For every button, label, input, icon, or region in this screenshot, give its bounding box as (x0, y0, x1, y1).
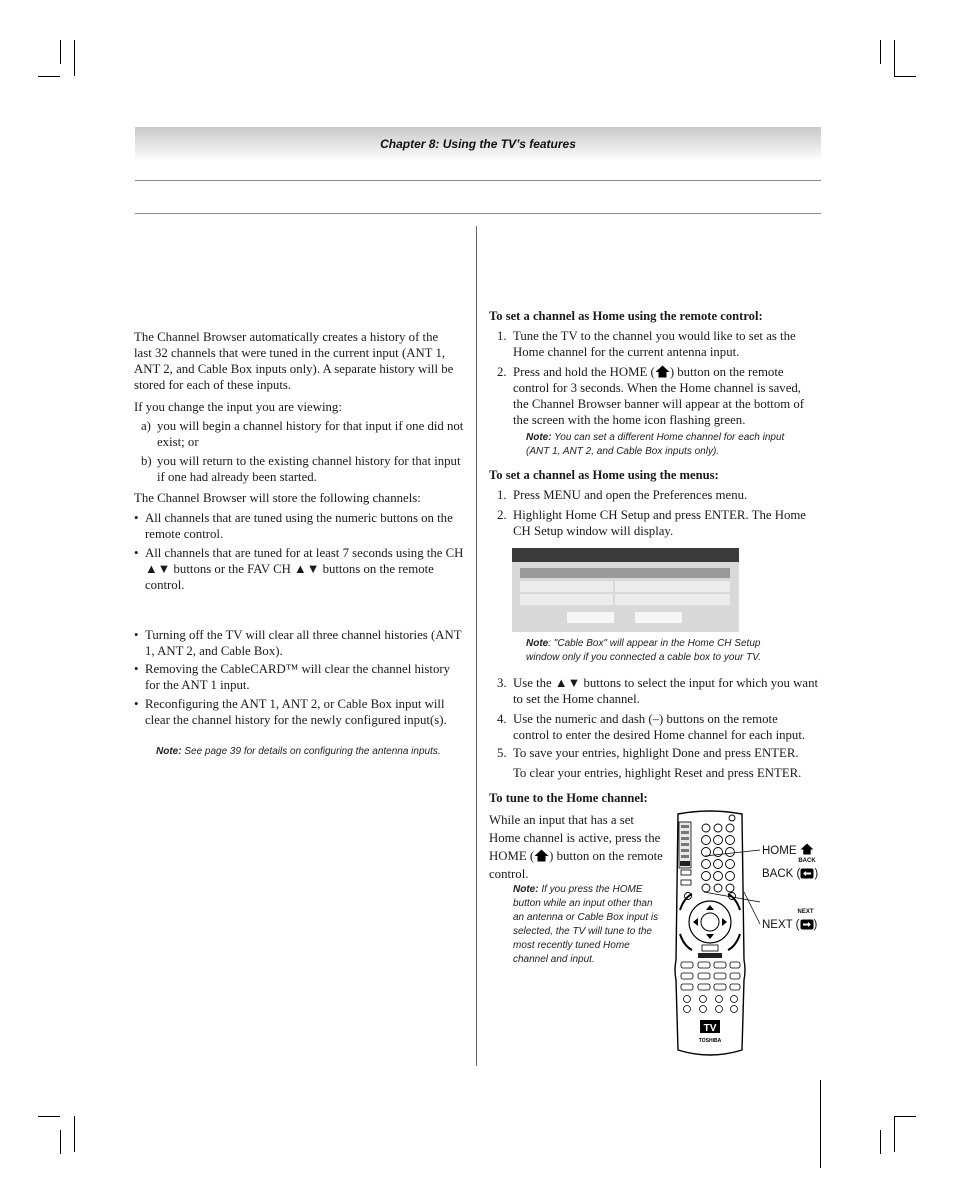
list-item (134, 696, 464, 728)
list-text: Turning off the TV will clear all three channel histories (ANT 1, ANT 2, and Cable Box). (145, 628, 462, 658)
menu-button (635, 612, 682, 623)
note-home-other-input (513, 883, 663, 967)
crop-mark (74, 1116, 75, 1152)
list-item (141, 453, 466, 485)
list-text: Tune the TV to the channel you would like to set as the Home channel for the current antenna input. (513, 329, 796, 359)
crop-mark (894, 40, 895, 76)
list-item (497, 507, 817, 539)
list-text: Removing the CableCARD™ will clear the channel history for the ANT 1 input. (145, 662, 451, 692)
crop-mark (894, 76, 916, 77)
crop-mark (74, 40, 75, 76)
note-text: If you press the HOME button while an input other than an antenna or Cable Box input is selected, the TV will tune to the most recently tuned Home channel and input. (513, 884, 659, 965)
next-tag-text: NEXT (797, 909, 814, 915)
clear-entries-line: To clear your entries, highlight Reset and press ENTER. (513, 766, 802, 780)
list-item (134, 661, 464, 693)
note-label: Note: (513, 884, 539, 895)
list-item (497, 675, 822, 707)
home-icon (800, 843, 814, 855)
list-text: ) button on the remote control for 3 seconds. When the Home channel is saved, the Channel Browser banner will appear at the bottom of the screen with the home icon flashing green. (513, 365, 805, 427)
crop-mark (880, 40, 881, 64)
menu-row (615, 594, 730, 605)
list-marker: 4. (497, 712, 507, 726)
tune-paragraph: While an input that has a set Home channel is active, press the HOME ( ) button on the remote control. (489, 813, 663, 881)
list-item (497, 745, 817, 761)
list-marker: 2. (497, 508, 507, 522)
crop-mark (60, 1130, 61, 1154)
list-marker: 2. (497, 365, 507, 379)
back-tag-text: BACK (798, 858, 816, 864)
list-item (497, 364, 817, 428)
menu-title-bar (512, 548, 739, 562)
column-divider (476, 226, 477, 1066)
crop-mark (880, 1130, 881, 1154)
bullet: • (134, 662, 139, 676)
chapter-header-band (135, 127, 821, 161)
chapter-title: Chapter 8: Using the TV’s features (380, 137, 576, 151)
list-item (134, 510, 464, 542)
home-icon (534, 849, 549, 862)
remote-brand: TOSHIBA (698, 1038, 722, 1044)
if-change-line: If you change the input you are viewing: (134, 400, 342, 414)
list-text: Highlight Home CH Setup and press ENTER. The Home CH Setup window will display. (513, 508, 806, 538)
callout-next: NEXT ( NEXT ) (762, 909, 818, 931)
list-item (134, 545, 464, 593)
bullet: • (134, 697, 139, 711)
list-text: you will begin a channel history for that input if one did not exist; or (157, 419, 464, 449)
list-marker: 1. (497, 488, 507, 502)
list-marker: 1. (497, 329, 507, 343)
home-icon (655, 365, 670, 378)
note-text: See page 39 for details on configuring the antenna inputs. (181, 746, 441, 757)
header-rule-bottom (135, 213, 821, 214)
callout-leaders (700, 840, 770, 940)
callout-back: BACK ( BACK ) (762, 858, 819, 880)
remote-heading: To set a channel as Home using the remote control: (489, 309, 763, 323)
home-ch-setup-window (512, 548, 739, 632)
list-marker: a) (141, 419, 151, 433)
list-text: Reconfiguring the ANT 1, ANT 2, or Cable Box input will clear the channel history for the newly configured input(s). (145, 697, 447, 727)
crop-mark (38, 76, 60, 77)
list-text: All channels that are tuned for at least 7 seconds using the CH ▲▼ buttons or the FAV CH ▲▼ buttons on the remote control. (145, 546, 464, 592)
list-text: Press MENU and open the Preferences menu. (513, 488, 748, 502)
bullet: • (134, 511, 139, 525)
menu-button (567, 612, 614, 623)
store-intro-line: The Channel Browser will store the following channels: (134, 491, 421, 505)
note-label: Note: (526, 432, 552, 443)
note-text: : "Cable Box" will appear in the Home CH Setup window only if you connected a cable box to your TV. (526, 638, 761, 663)
note-cable-box (526, 637, 786, 665)
bullet: • (134, 628, 139, 642)
page-edge-rule (820, 1080, 821, 1168)
menu-row (520, 581, 613, 592)
bullet: • (134, 546, 139, 560)
list-item (497, 711, 817, 743)
menu-header-row (520, 568, 730, 578)
list-item (497, 328, 817, 360)
note-label: Note (526, 638, 549, 649)
list-item (497, 487, 817, 503)
crop-mark (38, 1116, 60, 1117)
note-antenna (156, 745, 456, 759)
list-text: Use the numeric and dash (–) buttons on the remote control to enter the desired Home channel for each input. (513, 712, 806, 742)
list-marker: 3. (497, 676, 507, 690)
intro-paragraph: The Channel Browser automatically creates a history of the last 32 channels that were tuned in the current input (ANT 1, ANT 2, and Cable Box inputs only). A separate history will be stored for each of these inputs. (134, 330, 454, 392)
list-text: All channels that are tuned using the numeric buttons on the remote control. (145, 511, 453, 541)
remote-logo: TV (703, 1023, 717, 1034)
list-text: Use the ▲▼ buttons to select the input for which you want to set the Home channel. (513, 676, 819, 706)
list-item (134, 627, 464, 659)
list-item (141, 418, 466, 450)
list-text: you will return to the existing channel history for that input if one had already been started. (157, 454, 461, 484)
note-label: Note: (156, 746, 182, 757)
callout-home: HOME (762, 843, 814, 857)
crop-mark (894, 1116, 895, 1152)
tune-heading: To tune to the Home channel: (489, 791, 648, 805)
header-rule-top (135, 180, 821, 181)
list-marker: 5. (497, 746, 507, 760)
crop-mark (60, 40, 61, 64)
menu-row (615, 581, 730, 592)
list-marker: b) (141, 454, 152, 468)
note-home-per-input (526, 431, 806, 459)
menu-row (520, 594, 613, 605)
next-icon (800, 919, 814, 930)
list-text: Press and hold the HOME ( (513, 365, 655, 379)
menus-heading: To set a channel as Home using the menus: (489, 468, 719, 482)
note-text: You can set a different Home channel for each input (ANT 1, ANT 2, and Cable Box inputs only). (526, 432, 785, 457)
crop-mark (894, 1116, 916, 1117)
list-text: To save your entries, highlight Done and press ENTER. (513, 746, 799, 760)
back-icon (800, 868, 814, 879)
